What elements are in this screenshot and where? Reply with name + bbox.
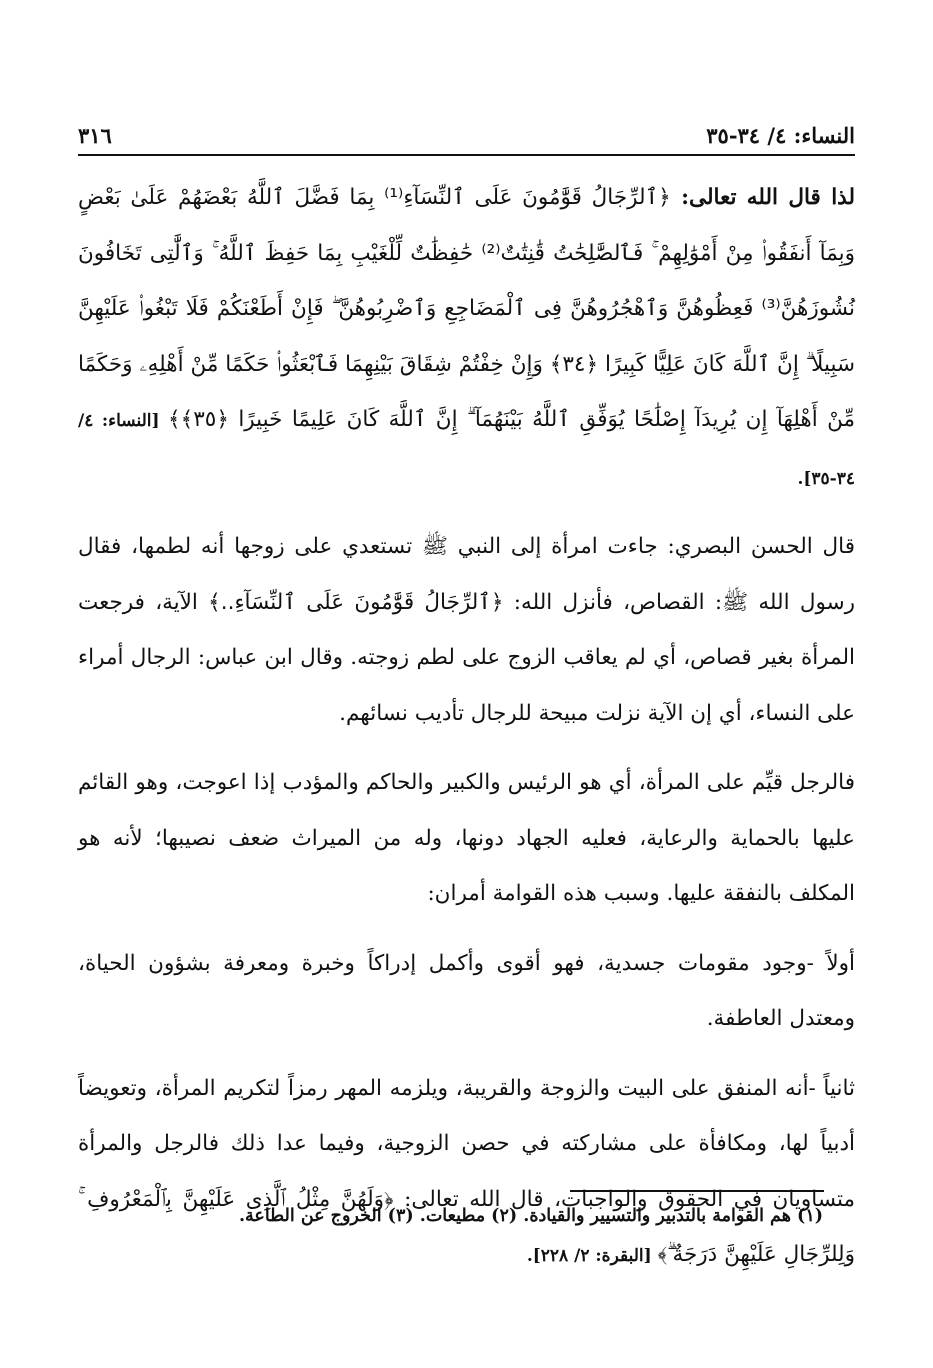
paragraph-lead: لذا قال الله تعالى: bbox=[670, 185, 856, 210]
header-rule bbox=[78, 154, 855, 156]
running-title: النساء: ٤/ ٣٤-٣٥ bbox=[706, 123, 855, 148]
paragraph-text: الآية، فرجعت المرأة بغير قصاص، أي لم يعاقب الزوج على لطم زوجته. وقال ابن عباس: الرجال أمراء على النساء، أي إن الآية نزلت مبيحة للرجال تأديب نسائهم. bbox=[78, 589, 855, 726]
quran-verse: ﴿ٱلرِّجَالُ قَوَّٰمُونَ عَلَى ٱلنِّسَآءِ..﴾ bbox=[208, 589, 504, 615]
page-number: ٣١٦ bbox=[78, 123, 112, 148]
paragraph-qiwama: فالرجل قيِّم على المرأة، أي هو الرئيس والكبير والحاكم والمؤدب إذا اعوجت، وهو القائم عليها بالحماية والرعاية، فعليه الجهاد دونها، وله من الميراث ضعف نصيبها؛ لأنه هو المكلف بالنفقة عليها. وسبب هذه القوامة أمران: bbox=[78, 770, 855, 906]
verse-reference: [البقرة: ٢/ ٢٢٨]. bbox=[526, 1246, 658, 1266]
paragraph-second-reason bbox=[78, 1061, 855, 1285]
verse-reference: [النساء: ٤/ ٣٤-٣٥]. bbox=[78, 411, 855, 489]
page-header bbox=[78, 108, 855, 148]
paragraph-hasan-basri bbox=[78, 519, 855, 741]
page-body bbox=[78, 170, 855, 1285]
paragraph-first-reason: أولاً -وجود مقومات جسدية، فهو أقوى وأكمل إدراكاً وخبرة ومعرفة بشؤون الحياة، ومعتدل العاطفة. bbox=[78, 950, 855, 1031]
footnote: (١) هم القوامة بالتدبير والتسيير والقيادة. (٢) مطيعات. (٣) الخروج عن الطاعة. bbox=[238, 1206, 823, 1226]
quran-verse: ﴿ٱلرِّجَالُ قَوَّٰمُونَ عَلَى ٱلنِّسَآءِ⁽¹⁾ بِمَا فَضَّلَ ٱللَّهُ بَعْضَهُمْ عَلَىٰ بَعْضٍ وَبِمَآ أَنفَقُوا۟ مِنْ أَمْوَٰلِهِمْ ۚ فَٱلصَّٰلِحَٰتُ قَٰنِتَٰتٌ⁽²⁾ حَٰفِظَٰتٌ لِّلْغَيْبِ بِمَا حَفِظَ ٱللَّهُ ۚ وَٱلَّٰتِى تَخَافُونَ نُشُوزَهُنَّ⁽³⁾ فَعِظُوهُنَّ وَٱهْجُرُوهُنَّ فِى ٱلْمَضَاجِعِ وَٱضْرِبُوهُنَّ ۖ فَإِنْ أَطَعْنَكُمْ فَلَا تَبْغُوا۟ عَلَيْهِنَّ سَبِيلًا ۗ إِنَّ ٱللَّهَ كَانَ عَلِيًّا كَبِيرًا ﴿٣٤﴾ وَإِنْ خِفْتُمْ شِقَاقَ بَيْنِهِمَا فَٱبْعَثُوا۟ حَكَمًا مِّنْ أَهْلِهِۦ وَحَكَمًا مِّنْ أَهْلِهَآ إِن يُرِيدَآ إِصْلَٰحًا يُوَفِّقِ ٱللَّهُ بَيْنَهُمَآ ۗ إِنَّ ٱللَّهَ كَانَ عَلِيمًا خَبِيرًا ﴿٣٥﴾﴾ bbox=[78, 185, 855, 432]
quran-verse: ﴿وَلَهُنَّ مِثْلُ ٱلَّذِى عَلَيْهِنَّ بِٱلْمَعْرُوفِ ۚ وَلِلرِّجَالِ عَلَيْهِنَّ دَرَجَةٌ ۗ﴾ bbox=[78, 1186, 855, 1267]
paragraph-text: قال الحسن البصري: جاءت امرأة إلى النبي ﷺ تستعدي على زوجها أنه لطمها، فقال رسول الله ﷺ: القصاص، فأنزل الله: bbox=[78, 534, 855, 615]
paragraph-text: ثانياً -أنه المنفق على البيت والزوجة والقريبة، ويلزمه المهر رمزاً لتكريم المرأة، وتعويضاً أدبياً لها، ومكافأة على مشاركته في حصن الزوجية، وفيما عدا ذلك فالرجل والمرأة متساويان في الحقوق والواجبات، قال الله تعالى: bbox=[78, 1075, 855, 1212]
footnote-rule bbox=[570, 1190, 824, 1192]
paragraph-verse-intro bbox=[78, 170, 855, 507]
